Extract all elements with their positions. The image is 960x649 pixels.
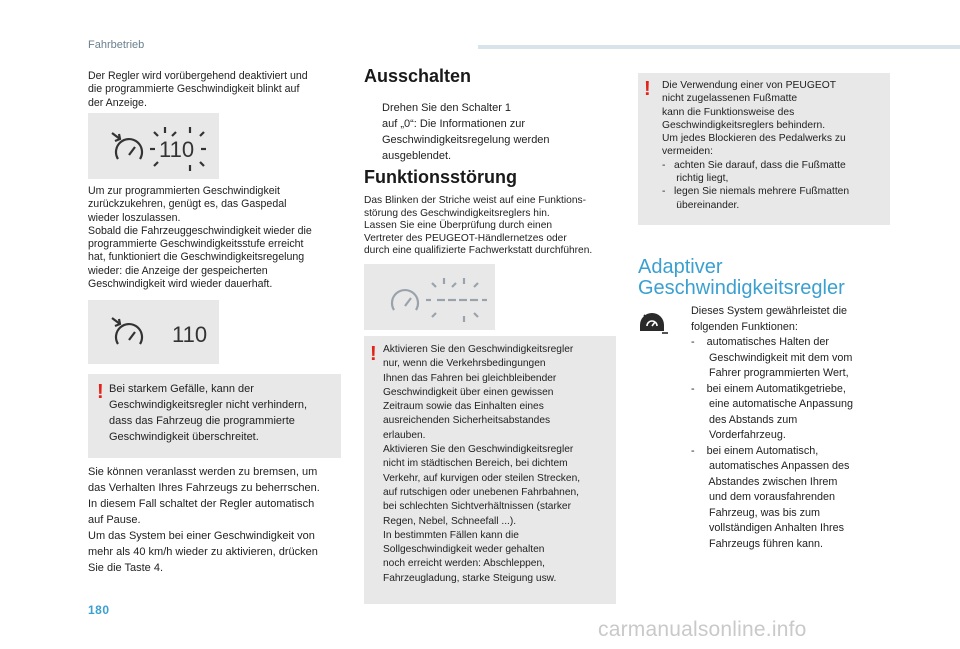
floor-mat-warning-box: ! Die Verwendung einer von PEUGEOT nicht zugelassenen Fußmatte kann die Funktionsweise des Geschwindigkeitsreglers behindern. Um jedes Blockieren des Pedalwerks zu vermeiden: - achten Sie darauf, dass die Fußmatte richtig liegt, - legen Sie niemals mehrere Fußmatten übereinander. — [638, 73, 890, 225]
header-bar — [478, 45, 960, 49]
heading-malfunction: Funktionsstörung — [364, 167, 517, 187]
icon3-dashes: ---- — [364, 264, 366, 265]
steady-speed-display-icon — [88, 300, 219, 364]
malfunction-paragraph: Das Blinken der Striche weist auf eine Funktions- störung des Geschwindigkeitsreglers hin. Lassen Sie eine Überprüfung durch einen Vertreter des PEUGEOT-Händlernetzes oder durch eine qualifizierte Fachwerkstatt durchführen. — [364, 195, 593, 257]
return-to-speed-paragraph: Um zur programmierten Geschwindigkeit zurückzukehren, genügt es, das Gaspedal wieder loszulassen. Sobald die Fahrzeuggeschwindigkeit wieder die programmierte Geschwindigkeitsstufe erreicht hat, funktioniert die Geschwindigkeitsregelung wieder: die Anzeige der gespeicherten Geschwindigkeit wird wieder dauerhaft. — [88, 185, 312, 291]
warning-icon: ! — [97, 381, 104, 403]
intro-paragraph: Der Regler wird vorübergehend deaktiviert und die programmierte Geschwindigkeit blinkt auf der Anzeige. — [88, 70, 308, 109]
adaptive-cruise-icon — [638, 309, 670, 335]
usage-warning-box: ! Aktivieren Sie den Geschwindigkeitsregler nur, wenn die Verkehrsbedingungen Ihnen das Fahren bei gleichbleibender Geschwindigkeit über einen gewissen Zeitraum sowie das Einhalten eines ausreichenden Sicherheitsabstandes erlauben. Aktivieren Sie den Geschwindigkeitsregler nicht im städtischen Bereich, bei dichtem Verkehr, auf kurvigen oder steilen Strecken, auf rutschigen oder unebenen Fahrbahnen, bei schlechten Sichtverhältnissen (starker Regen, Nebel, Schneefall ...). In bestimmten Fällen kann die Sollgeschwindigkeit weder gehalten noch erreicht werden: Abschleppen, Fahrzeugladung, starke Steigung usw. — [364, 336, 616, 604]
page-number: 180 — [88, 603, 110, 617]
adaptive-description: Dieses System gewährleistet die folgenden Funktionen: - automatisches Halten der Geschwindigkeit mit dem vom Fahrer programmierten Wert, - bei einem Automatikgetriebe, eine automatische Anpassung des Abstands zum Vorderfahrzeug. - bei einem Automatisch, automatisches Anpassen des Abstandes zwischen Ihrem und dem vorausfahrenden Fahrzeug, was bis zum vollständigen Anhalten Ihres Fahrzeugs führen kann. — [691, 305, 854, 550]
warning-icon: ! — [370, 343, 377, 365]
switch-off-instruction: Drehen Sie den Schalter 1 auf „0“: Die Informationen zur Geschwindigkeitsregelung werden ausgeblendet. — [382, 102, 550, 162]
heading-adaptive-line2: Geschwindigkeitsregler — [638, 277, 845, 299]
icon2-number: 110 — [172, 322, 208, 347]
brake-paragraph: Sie können veranlasst werden zu bremsen, um das Verhalten Ihres Fahrzeugs zu beherrschen. In diesem Fall schaltet der Regler automatisch auf Pause. Um das System bei einer Geschwindigkeit von mehr als 40 km/h wieder zu aktivieren, drücken Sie die Taste 4. — [88, 466, 320, 574]
blinking-speed-display-icon — [88, 113, 219, 179]
downhill-warning-box: ! Bei starkem Gefälle, kann der Geschwindigkeitsregler nicht verhindern, dass das Fahrzeug die programmierte Geschwindigkeit überschreitet. — [88, 374, 341, 458]
icon1-number: 110 — [159, 137, 195, 162]
heading-switch-off: Ausschalten — [364, 66, 472, 86]
malfunction-display-icon — [364, 264, 495, 330]
warning-icon: ! — [644, 78, 651, 100]
heading-adaptive-line1: Adaptiver — [638, 256, 723, 278]
section-header: Fahrbetrieb — [88, 39, 145, 51]
watermark-text: carmanualsonline.info — [598, 618, 807, 641]
